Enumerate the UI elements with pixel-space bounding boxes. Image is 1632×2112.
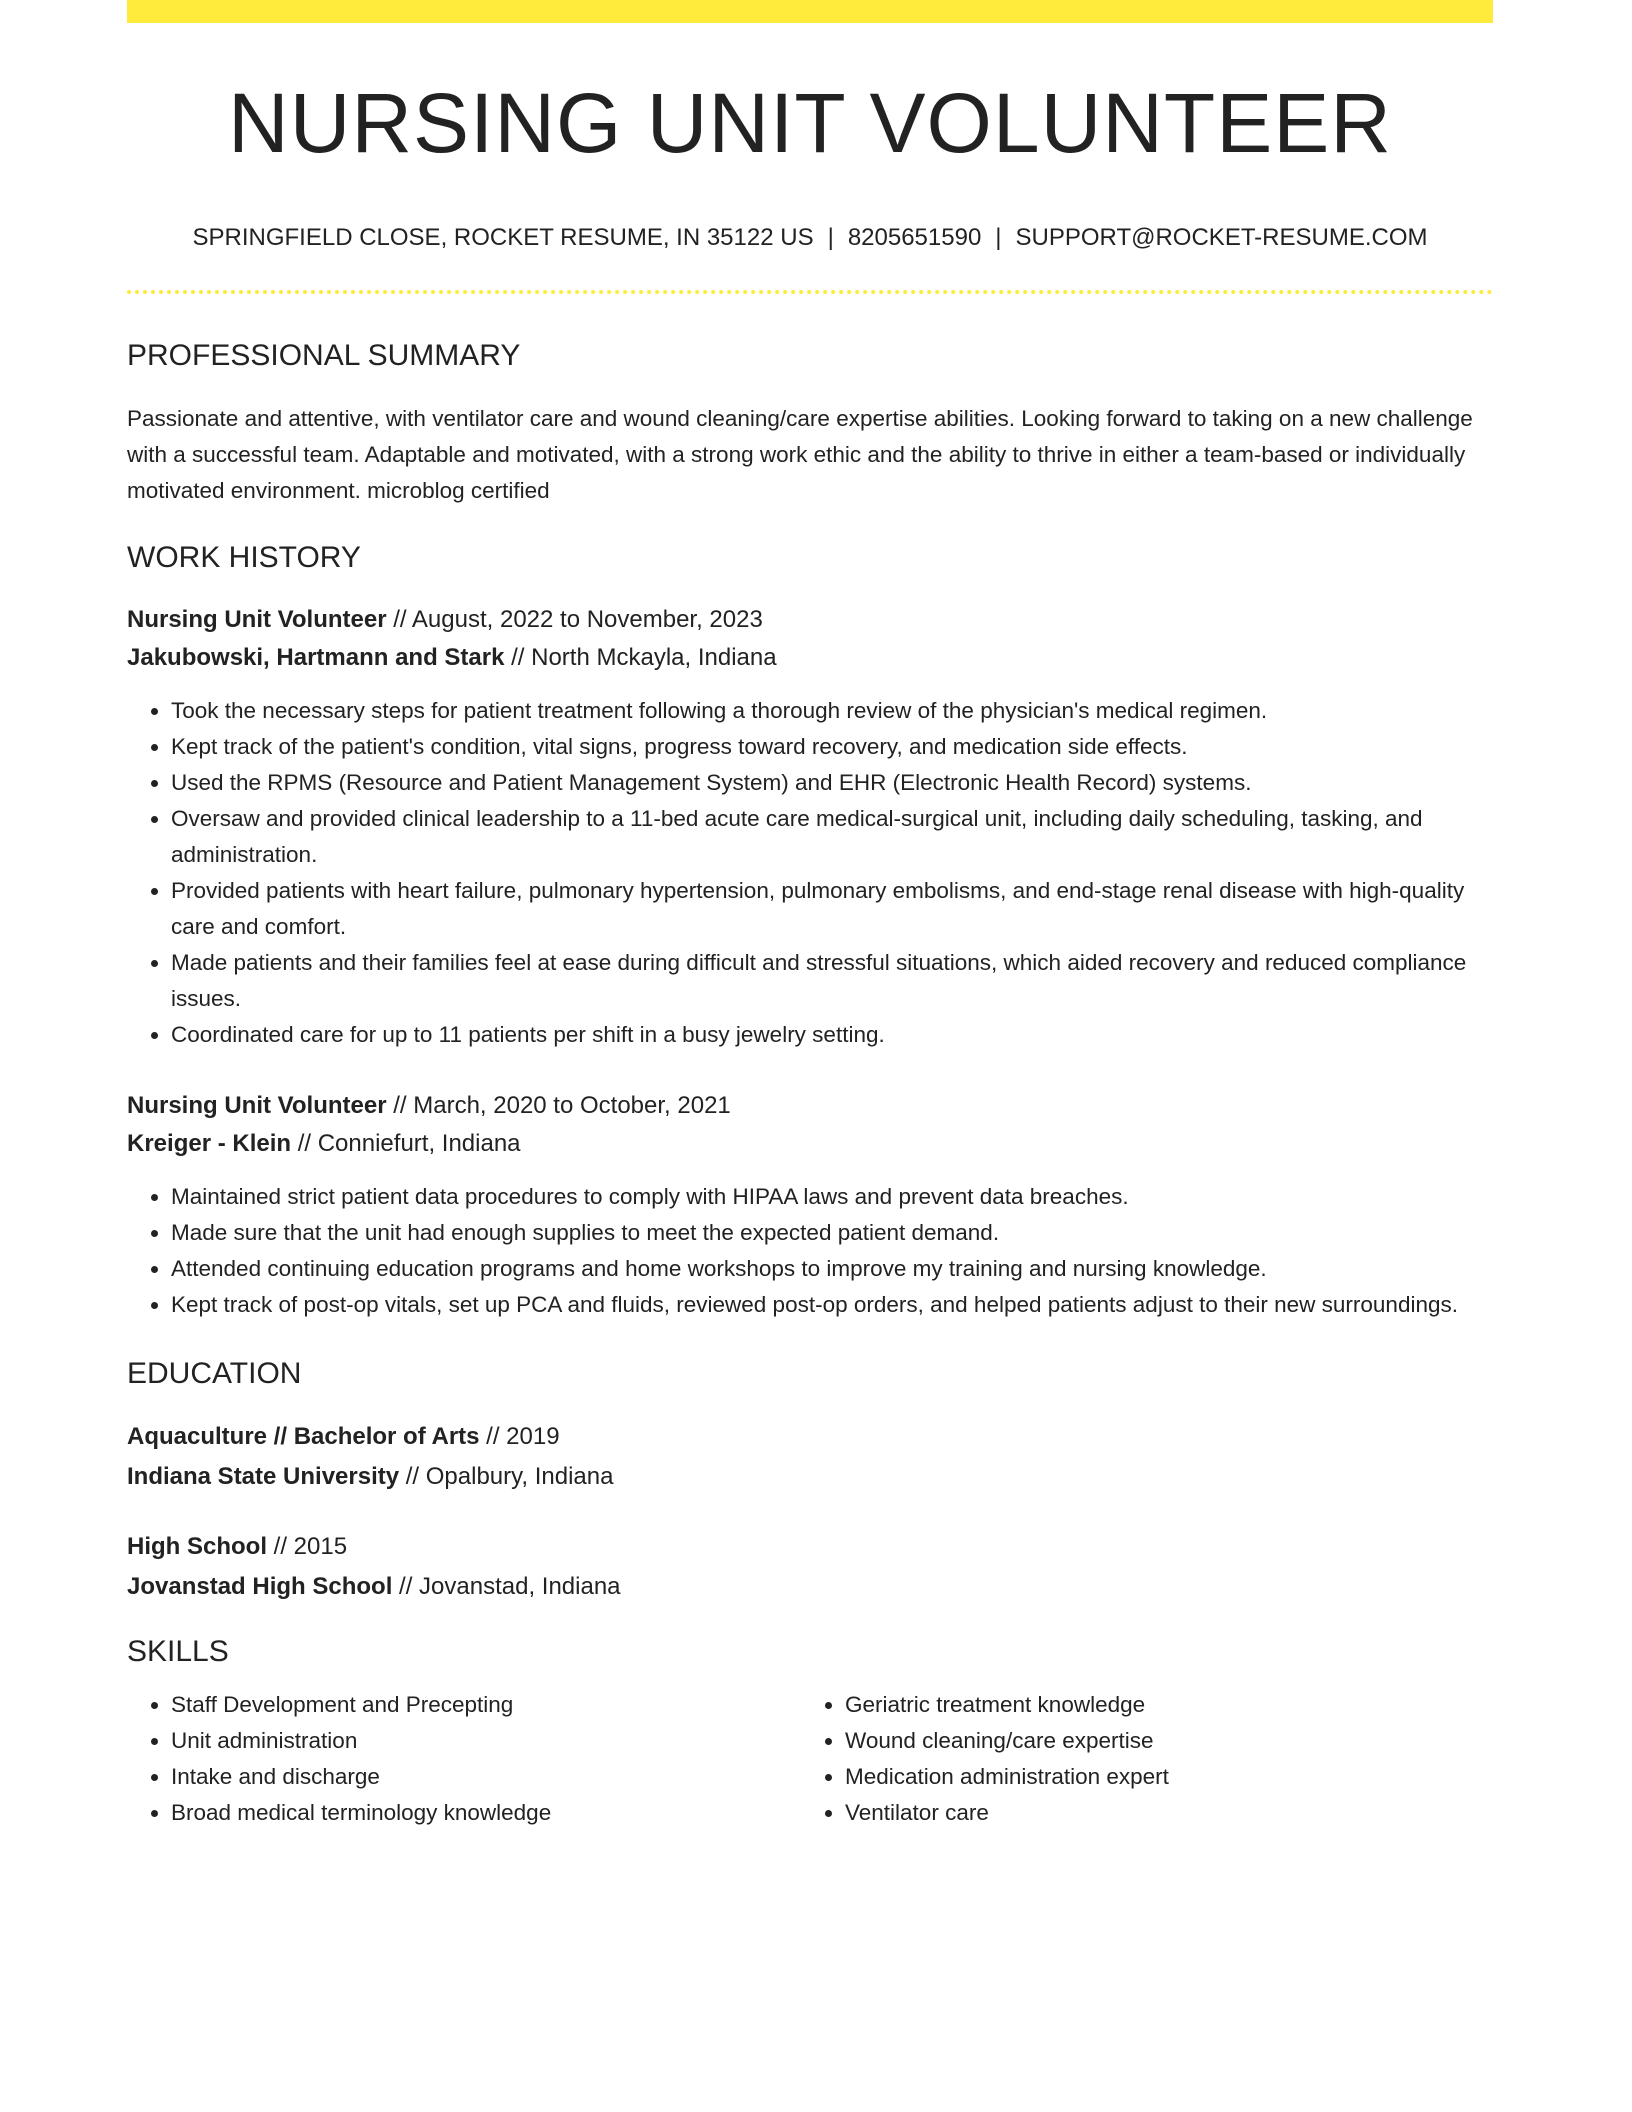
contact-separator: | (827, 224, 834, 251)
list-item: • Coordinated care for up to 11 patients per shift in a busy jewelry setting. (171, 1017, 1493, 1053)
contact-line (127, 226, 1493, 250)
work-history-heading: WORK HISTORY (127, 541, 361, 574)
list-item: • Kept track of the patient's condition, vital signs, progress toward recovery, and medication side effects. (171, 729, 1493, 765)
contact-phone: 8205651590 (847, 224, 982, 251)
job-role-line (127, 601, 1493, 639)
education-degree-line (127, 1527, 1493, 1567)
education-degree: Aquaculture // Bachelor of Arts (127, 1423, 480, 1450)
job-bullets (127, 693, 1493, 1053)
skills-column-right (801, 1687, 1475, 1831)
job-bullets (127, 1179, 1493, 1323)
education-degree-line (127, 1417, 1493, 1457)
job-role: Nursing Unit Volunteer (127, 606, 387, 633)
job-company-line (127, 1125, 1493, 1163)
education-location: // Opalbury, Indiana (399, 1463, 614, 1490)
education-school-line (127, 1567, 1493, 1607)
list-item: • Attended continuing education programs and home workshops to improve my training and nursing knowledge. (171, 1251, 1493, 1287)
education-year: // 2019 (479, 1423, 560, 1450)
skill-item: • Broad medical terminology knowledge (171, 1795, 801, 1831)
summary-text: Passionate and attentive, with ventilator care and wound cleaning/care expertise abilities. Looking forward to taking on a new challenge with a successful team. Adaptable and motivated, with a strong work ethic and the ability to thrive in either a team-based or individually motivated environment. microblog certified (127, 406, 1473, 503)
list-item: • Oversaw and provided clinical leadership to a 11-bed acute care medical-surgical unit, including daily scheduling, tasking, and administration. (171, 801, 1493, 873)
list-item: • Used the RPMS (Resource and Patient Management System) and EHR (Electronic Health Record) systems. (171, 765, 1493, 801)
skill-item: • Medication administration expert (845, 1759, 1475, 1795)
education-location: // Jovanstad, Indiana (392, 1573, 621, 1600)
list-item: • Made sure that the unit had enough supplies to meet the expected patient demand. (171, 1215, 1493, 1251)
skill-item: • Geriatric treatment knowledge (845, 1687, 1475, 1723)
contact-address: SPRINGFIELD CLOSE, ROCKET RESUME, IN 35122 US (192, 224, 814, 251)
education-school-line (127, 1457, 1493, 1497)
job-role: Nursing Unit Volunteer (127, 1092, 387, 1119)
job-location: // Conniefurt, Indiana (291, 1130, 521, 1157)
contact-email: SUPPORT@ROCKET-RESUME.COM (1015, 224, 1428, 251)
job-role-line (127, 1087, 1493, 1125)
skill-item: • Staff Development and Precepting (171, 1687, 801, 1723)
job-dates: // March, 2020 to October, 2021 (386, 1092, 731, 1119)
top-accent-bar (127, 0, 1493, 23)
education-school: Jovanstad High School (127, 1573, 393, 1600)
resume-title: NURSING UNIT VOLUNTEER (228, 76, 1392, 170)
job-header (127, 601, 1493, 677)
education-entry (127, 1417, 1493, 1497)
skill-item: • Intake and discharge (171, 1759, 801, 1795)
summary-heading: PROFESSIONAL SUMMARY (127, 339, 521, 372)
dotted-divider (127, 290, 1493, 294)
skill-item: • Ventilator care (845, 1795, 1475, 1831)
list-item: • Provided patients with heart failure, pulmonary hypertension, pulmonary embolisms, and end-stage renal disease with high-quality care and comfort. (171, 873, 1493, 945)
skills-grid (127, 1687, 1493, 1831)
skills-column-left (127, 1687, 801, 1831)
education-entry (127, 1527, 1493, 1607)
job-location: // North Mckayla, Indiana (504, 644, 777, 671)
job-company: Kreiger - Klein (127, 1130, 292, 1157)
contact-separator: | (995, 224, 1002, 251)
job-company-line (127, 639, 1493, 677)
education-school: Indiana State University (127, 1463, 400, 1490)
education-heading: EDUCATION (127, 1357, 302, 1390)
list-item: • Kept track of post-op vitals, set up PCA and fluids, reviewed post-op orders, and helped patients adjust to their new surroundings. (171, 1287, 1493, 1323)
list-item: • Took the necessary steps for patient treatment following a thorough review of the physician's medical regimen. (171, 693, 1493, 729)
job-dates: // August, 2022 to November, 2023 (386, 606, 763, 633)
job-company: Jakubowski, Hartmann and Stark (127, 644, 505, 671)
education-year: // 2015 (267, 1533, 348, 1560)
list-item: • Maintained strict patient data procedures to comply with HIPAA laws and prevent data breaches. (171, 1179, 1493, 1215)
resume-page (127, 0, 1493, 1831)
list-item: • Made patients and their families feel at ease during difficult and stressful situations, which aided recovery and reduced compliance issues. (171, 945, 1493, 1017)
skill-item: • Wound cleaning/care expertise (845, 1723, 1475, 1759)
skills-heading: SKILLS (127, 1635, 229, 1668)
job-header (127, 1087, 1493, 1163)
education-degree: High School (127, 1533, 267, 1560)
skill-item: • Unit administration (171, 1723, 801, 1759)
